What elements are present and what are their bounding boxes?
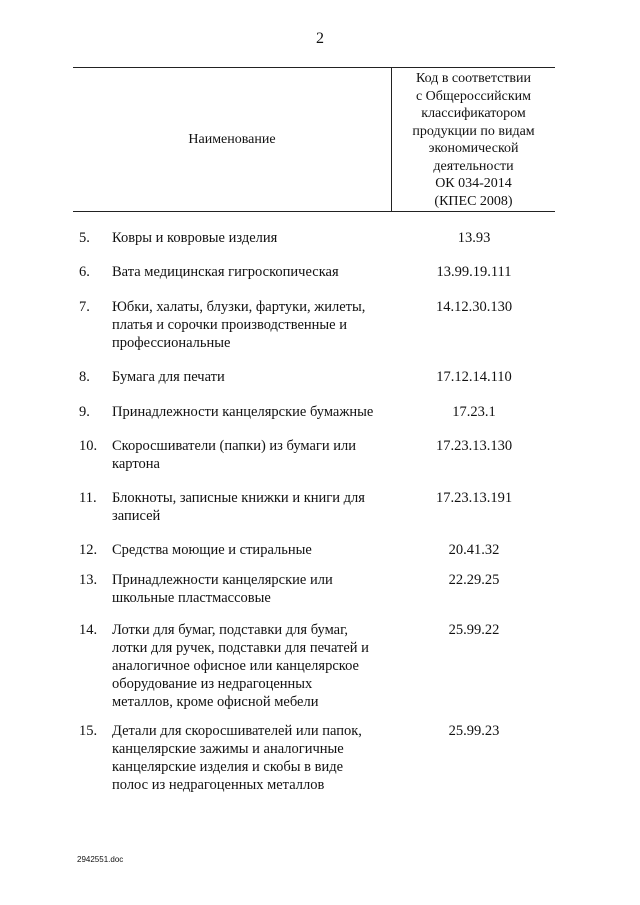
row-number: 6.: [79, 264, 90, 280]
row-number: 11.: [79, 490, 97, 506]
code-column-header: [392, 70, 555, 210]
code-header-line: классификатором: [421, 106, 526, 121]
row-name: [112, 722, 397, 794]
row-code: 17.12.14.110: [436, 369, 512, 385]
code-header-line: с Общероссийским: [415, 88, 532, 104]
code-header-line: (КПЕС 2008): [434, 193, 513, 209]
row-name-line: оборудование из недрагоценных: [112, 676, 313, 692]
row-name-line: Скоросшиватели (папки) из бумаги или: [112, 438, 357, 454]
row-number: 13.: [79, 572, 98, 588]
row-code: 17.23.13.130: [435, 438, 513, 454]
row-name-line: Принадлежности канцелярские бумажные: [112, 404, 374, 420]
row-name-line: Блокноты, записные книжки и книги для: [112, 490, 365, 506]
page-number: 2: [316, 30, 324, 47]
row-name: [112, 263, 397, 281]
row-name-line: Лотки для бумаг, подставки для бумаг,: [112, 622, 349, 638]
row-name: [112, 541, 397, 559]
code-header-line: ОК 034-2014: [435, 176, 512, 191]
row-number: 8.: [79, 369, 90, 385]
code-header-line: Код в соответствии: [415, 71, 532, 86]
row-name-line: Средства моющие и стиральные: [112, 542, 312, 558]
row-number: 10.: [79, 438, 98, 454]
row-name-line: Принадлежности канцелярские или: [112, 572, 333, 588]
row-code: 17.23.1: [452, 404, 496, 420]
row-number: 9.: [79, 404, 90, 420]
row-name-line: Юбки, халаты, блузки, фартуки, жилеты,: [112, 299, 366, 315]
row-code: 25.99.22: [448, 622, 500, 638]
code-header-line: экономической: [428, 141, 519, 156]
row-name: [112, 621, 397, 711]
row-code: 14.12.30.130: [435, 299, 513, 315]
row-name-line: записей: [112, 508, 161, 524]
row-name-line: полос из недрагоценных металлов: [112, 777, 325, 793]
row-name: [112, 298, 397, 352]
row-name-line: лотки для ручек, подставки для печатей и: [112, 640, 369, 656]
row-name-line: Детали для скоросшивателей или папок,: [112, 723, 362, 739]
row-name-line: платья и сорочки производственные и: [112, 317, 347, 333]
row-code: 25.99.23: [448, 723, 500, 739]
table-header: [73, 67, 555, 212]
row-name-line: картона: [112, 456, 160, 472]
row-code: 17.23.13.191: [435, 490, 513, 506]
row-name: [112, 229, 397, 247]
code-header-line: продукции по видам: [412, 123, 535, 139]
document-filename: 2942551.doc: [77, 855, 124, 864]
row-name-line: школьные пластмассовые: [112, 590, 271, 606]
row-number: 14.: [79, 622, 98, 638]
row-name: [112, 437, 397, 473]
row-code: 13.99.19.111: [436, 264, 512, 280]
row-code: 22.29.25: [448, 572, 500, 588]
row-name-line: аналогичное офисное или канцелярское: [112, 658, 359, 674]
row-code: 13.93: [457, 230, 491, 246]
row-name: [112, 368, 397, 386]
row-name-line: Ковры и ковровые изделия: [112, 230, 278, 246]
code-header-line: деятельности: [433, 158, 514, 174]
row-name-line: Вата медицинская гигроскопическая: [112, 264, 339, 280]
row-number: 5.: [79, 230, 90, 246]
row-name-line: канцелярские зажимы и аналогичные: [112, 741, 344, 757]
row-name-line: Бумага для печати: [112, 369, 225, 385]
row-name: [112, 403, 397, 421]
row-number: 15.: [79, 723, 98, 739]
row-name: [112, 571, 397, 607]
row-name-line: металлов, кроме офисной мебели: [112, 694, 319, 710]
row-name-line: профессиональные: [112, 335, 231, 351]
row-name: [112, 489, 397, 525]
row-code: 20.41.32: [448, 542, 500, 558]
row-number: 7.: [79, 299, 90, 315]
row-number: 12.: [79, 542, 98, 558]
row-name-line: канцелярские изделия и скобы в виде: [112, 759, 344, 775]
name-column-header: Наименование: [188, 131, 276, 147]
